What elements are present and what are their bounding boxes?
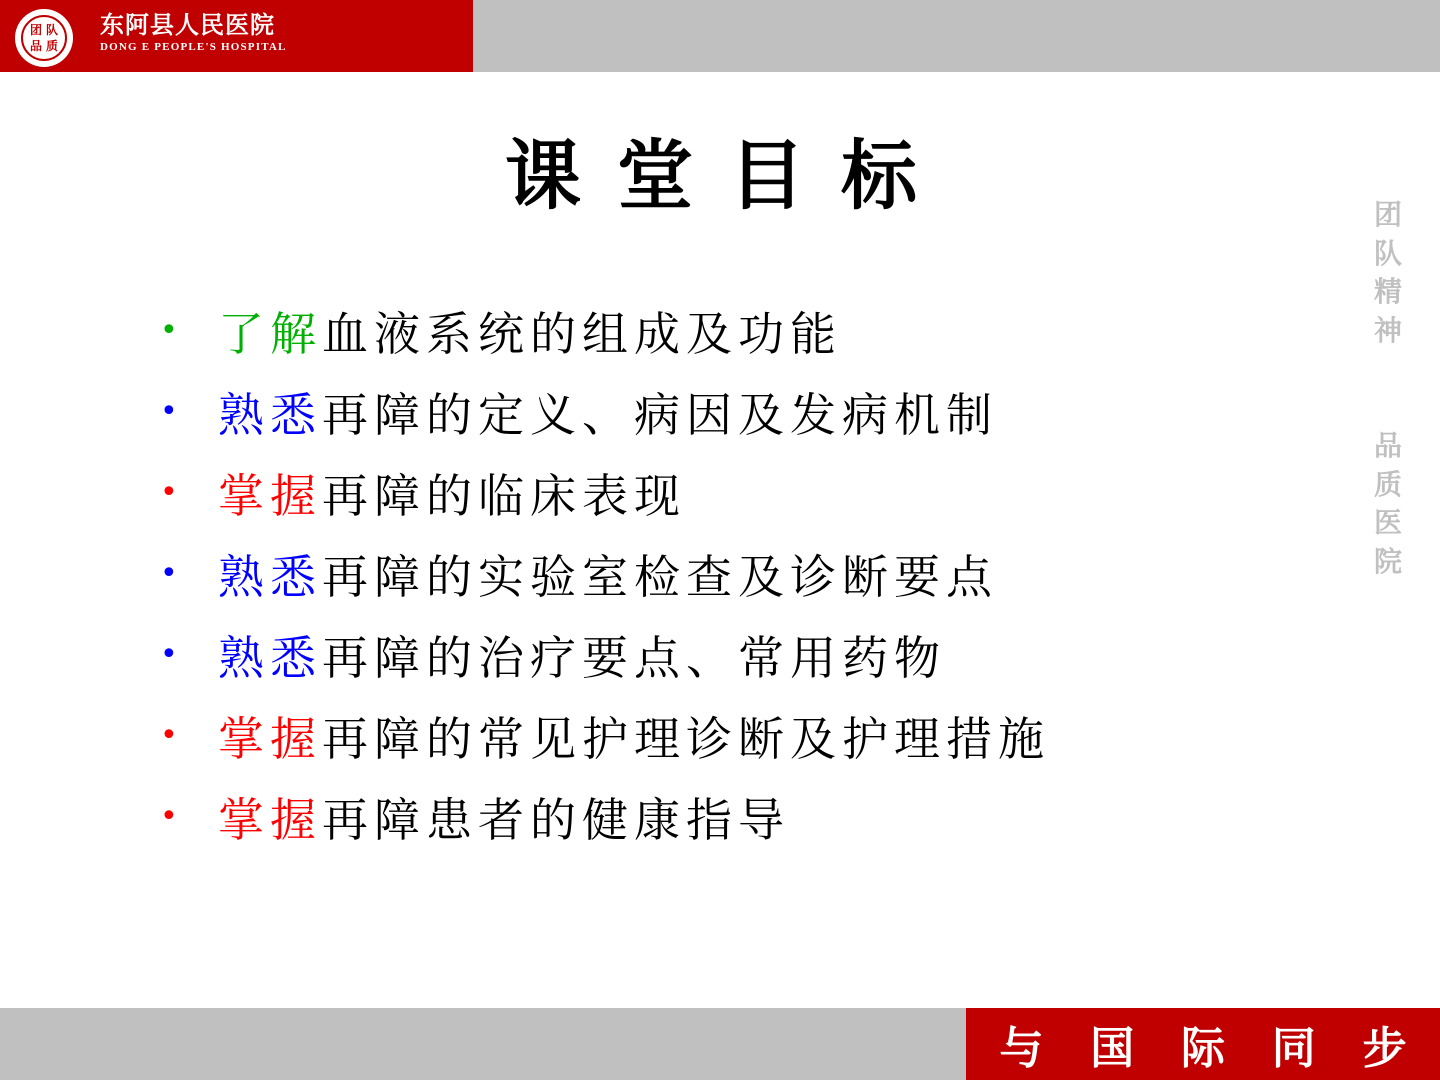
goal-verb: 熟悉: [218, 387, 322, 442]
slogan-char: 品: [1373, 429, 1402, 462]
hospital-logo-icon: [15, 9, 73, 67]
bullet-icon: •: [160, 312, 184, 348]
goal-text: 再障的治疗要点、常用药物: [322, 630, 946, 685]
goal-item: [160, 614, 1050, 695]
hospital-name: [100, 10, 287, 54]
goal-list: [160, 290, 1050, 857]
footer-char: 际: [1180, 1023, 1225, 1074]
goal-item: [160, 371, 1050, 452]
bullet-icon: •: [160, 717, 184, 753]
slogan-char: 团: [1373, 198, 1402, 231]
slogan-char: 队: [1373, 236, 1402, 270]
logo-char: 品: [29, 39, 42, 53]
slide-title: 课堂目标: [505, 131, 953, 220]
logo-char: 队: [45, 23, 58, 37]
logo-seal: [21, 15, 67, 61]
goal-verb: 掌握: [218, 792, 322, 847]
footer-char: 与: [999, 1023, 1044, 1074]
bullet-icon: •: [160, 555, 184, 591]
goal-item: [160, 290, 1050, 371]
hospital-name-cn: 东阿县人民医院: [100, 10, 275, 39]
bullet-icon: •: [160, 798, 184, 834]
footer-char: 同: [1271, 1023, 1316, 1074]
goal-verb: 掌握: [218, 468, 322, 523]
slogan-char: 院: [1373, 544, 1402, 578]
goal-item: [160, 695, 1050, 776]
bullet-icon: •: [160, 636, 184, 672]
slogan-char: 医: [1373, 506, 1402, 539]
hospital-name-en: DONG E PEOPLE'S HOSPITAL: [100, 41, 287, 53]
goal-text: 再障患者的健康指导: [322, 792, 790, 847]
goal-text: 再障的临床表现: [322, 468, 686, 523]
bullet-icon: •: [160, 474, 184, 510]
footer-motto: [966, 1008, 1440, 1080]
slogan-char: 质: [1373, 467, 1402, 501]
goal-verb: 掌握: [218, 711, 322, 766]
slogan-gap: [1368, 350, 1408, 427]
goal-text: 再障的常见护理诊断及护理措施: [322, 711, 1050, 766]
goal-item: [160, 776, 1050, 857]
goal-verb: 熟悉: [218, 630, 322, 685]
goal-item: [160, 533, 1050, 614]
slogan-char: 神: [1373, 313, 1402, 347]
side-slogan: [1368, 196, 1408, 581]
footer-char: 步: [1362, 1023, 1407, 1074]
goal-text: 再障的定义、病因及发病机制: [322, 387, 998, 442]
footer-char: 国: [1090, 1023, 1135, 1074]
goal-verb: 了解: [218, 306, 322, 361]
slogan-char: 精: [1373, 275, 1402, 308]
logo-char: 质: [45, 39, 58, 53]
goal-item: [160, 452, 1050, 533]
bullet-icon: •: [160, 393, 184, 429]
goal-text: 再障的实验室检查及诊断要点: [322, 549, 998, 604]
hospital-brand-banner: [0, 0, 473, 72]
logo-char: 团: [29, 23, 42, 37]
goal-text: 血液系统的组成及功能: [322, 306, 842, 361]
goal-verb: 熟悉: [218, 549, 322, 604]
